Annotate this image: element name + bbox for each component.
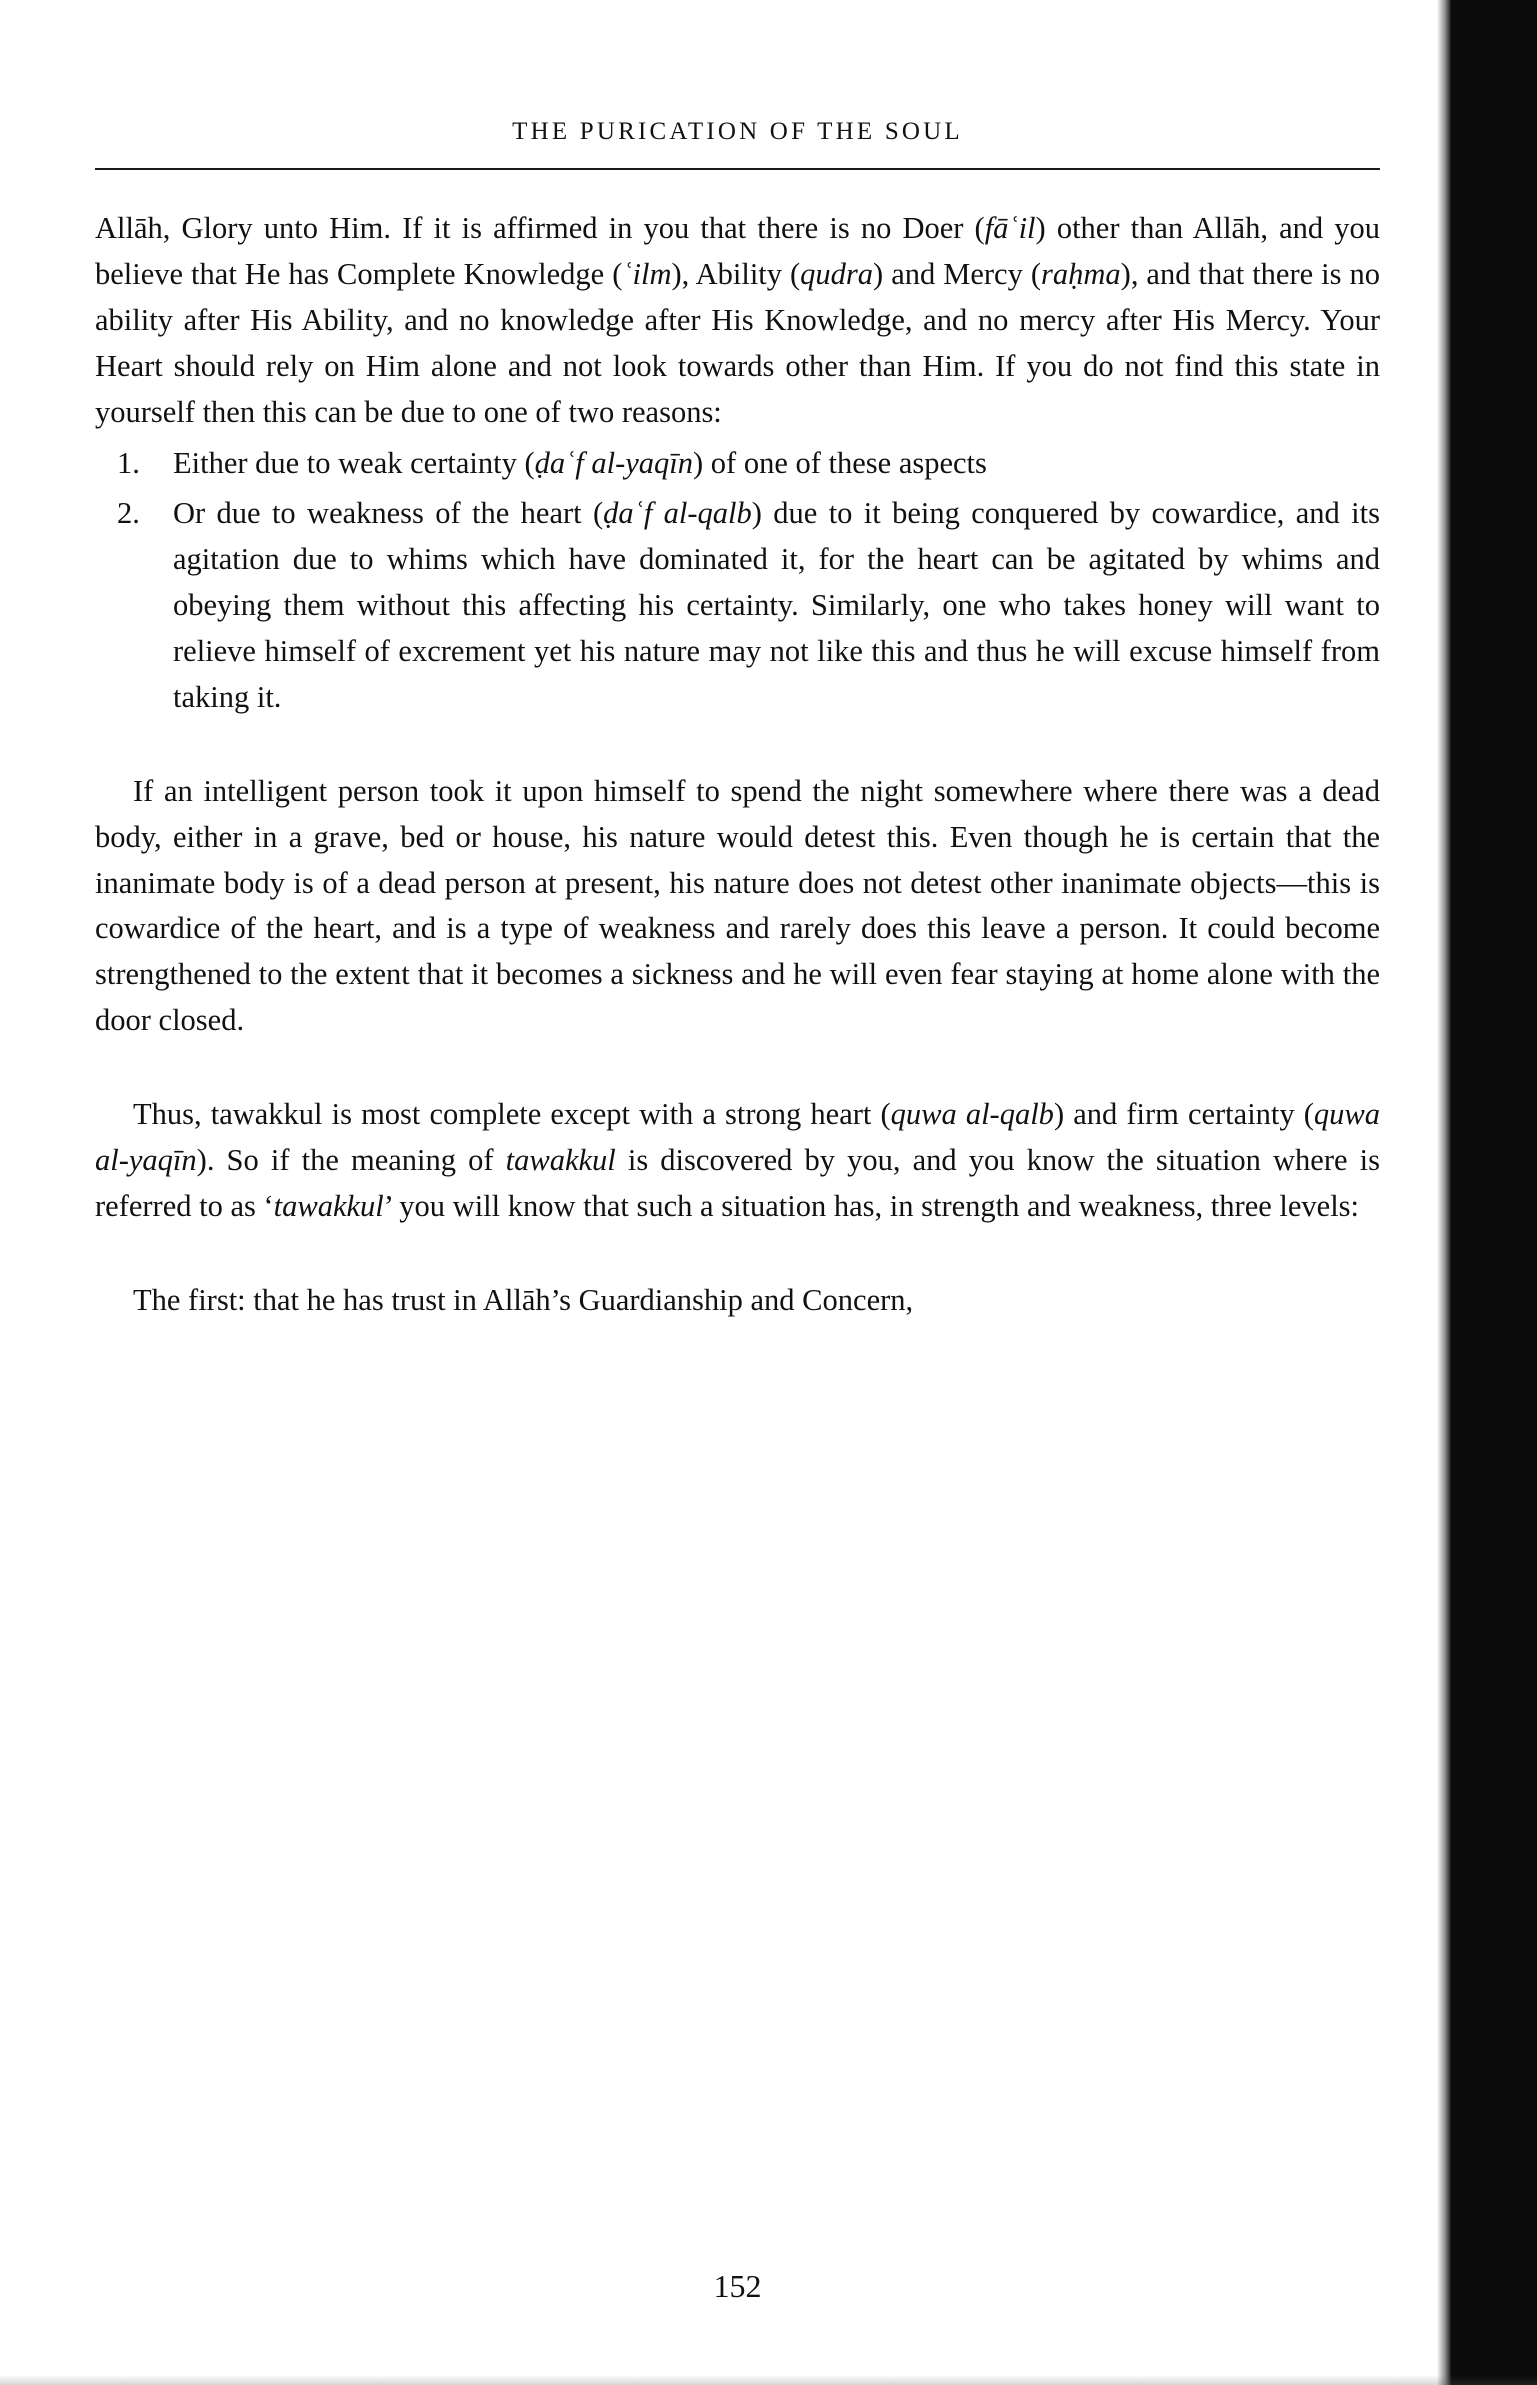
running-head: THE PURICATION OF THE SOUL	[512, 118, 963, 145]
p3-segment-3: ). So if the meaning of	[196, 1143, 506, 1178]
p1-segment-2: ) other than Allāh, and you believe that He has Complete Knowledge (	[95, 211, 1381, 291]
p3-segment-4: is discovered by you, and you know the situation where is referred to as ‘	[95, 1143, 1380, 1223]
p1-segment-4: ) and Mercy (	[873, 256, 1041, 291]
p3-segment-5: ’ you will know that such a situation has, in strength and weakness, three levels:	[383, 1188, 1360, 1223]
term-quwa-al-yaqin: quwa al-yaqīn	[95, 1097, 1381, 1178]
p1-segment-1: Allāh, Glory unto Him. If it is affirmed in you that there is no Doer (	[95, 211, 985, 245]
paragraph-3	[95, 1092, 1380, 1230]
paragraph-2: If an intelligent person took it upon himself to spend the night somewhere where there was a dead body, either in a grave, bed or house, his nature would detest this. Even though he is certain that the inanimate body is of a dead person at present, his nature does not detest other inanimate objects—this is cowardice of the heart, and is a type of weakness and rarely does this leave a person. It could become strengthened to the extent that it becomes a sickness and he will even fear staying at home alone with the door closed.	[95, 773, 1380, 1038]
list-item-text-after: ) of one of these aspects	[693, 446, 987, 481]
term-rahma: raḥma	[1041, 256, 1121, 291]
term-daf-al-qalb: ḍaʿf al-qalb	[603, 496, 752, 531]
page-content	[95, 0, 1381, 2304]
term-qudra: qudra	[800, 256, 874, 291]
p1-segment-3: ), Ability (	[671, 256, 801, 291]
list-item-number: 2.	[117, 496, 140, 531]
term-fail: fāʿil	[984, 211, 1036, 245]
scan-edge-bottom	[0, 2375, 1537, 2385]
list-item-number: 1.	[117, 446, 140, 481]
scan-edge	[1451, 0, 1537, 2385]
term-tawakkul-2: tawakkul	[273, 1188, 384, 1223]
p1-segment-5: ), and that there is no ability after His Ability, and no knowledge after His Knowledge, and no mercy after His Mercy. Your Heart should rely on Him alone and not look towards other than Him. If you do not find this state in yourself then this can be due to one of two reasons:	[95, 256, 1380, 429]
header-rule	[95, 168, 1380, 170]
term-ilm: ʿilm	[622, 256, 672, 291]
p3-segment-2: ) and firm certainty (	[1053, 1097, 1314, 1132]
term-tawakkul-1: tawakkul	[505, 1143, 616, 1178]
list-item	[95, 491, 1380, 720]
paragraph-4: The first: that he has trust in Allāh’s Guardianship and Concern,	[133, 1282, 914, 1317]
term-daf-al-yaqin: ḍaʿf al-yaqīn	[534, 446, 694, 481]
paragraph-1	[95, 206, 1380, 435]
list-item-text-after: ) due to it being conquered by cowardice, and its agitation due to whims which have dominated it, for the heart can be agitated by whims and obeying them without this affecting his certainty. Similarly, one who takes honey will want to relieve himself of excrement yet his nature may not like this and thus he will excuse himself from taking it.	[173, 496, 1380, 714]
numbered-list	[95, 441, 1380, 720]
list-item	[95, 441, 1380, 487]
p3-segment-1: Thus, tawakkul is most complete except with a strong heart (	[133, 1097, 891, 1132]
list-item-text-before: Either due to weak certainty (	[173, 446, 535, 481]
term-quwa-al-qalb: quwa al-qalb	[890, 1097, 1054, 1132]
list-item-text-before: Or due to weakness of the heart (	[173, 496, 604, 531]
page-number: 152	[713, 2268, 762, 2304]
scan-shadow	[1437, 0, 1451, 2385]
